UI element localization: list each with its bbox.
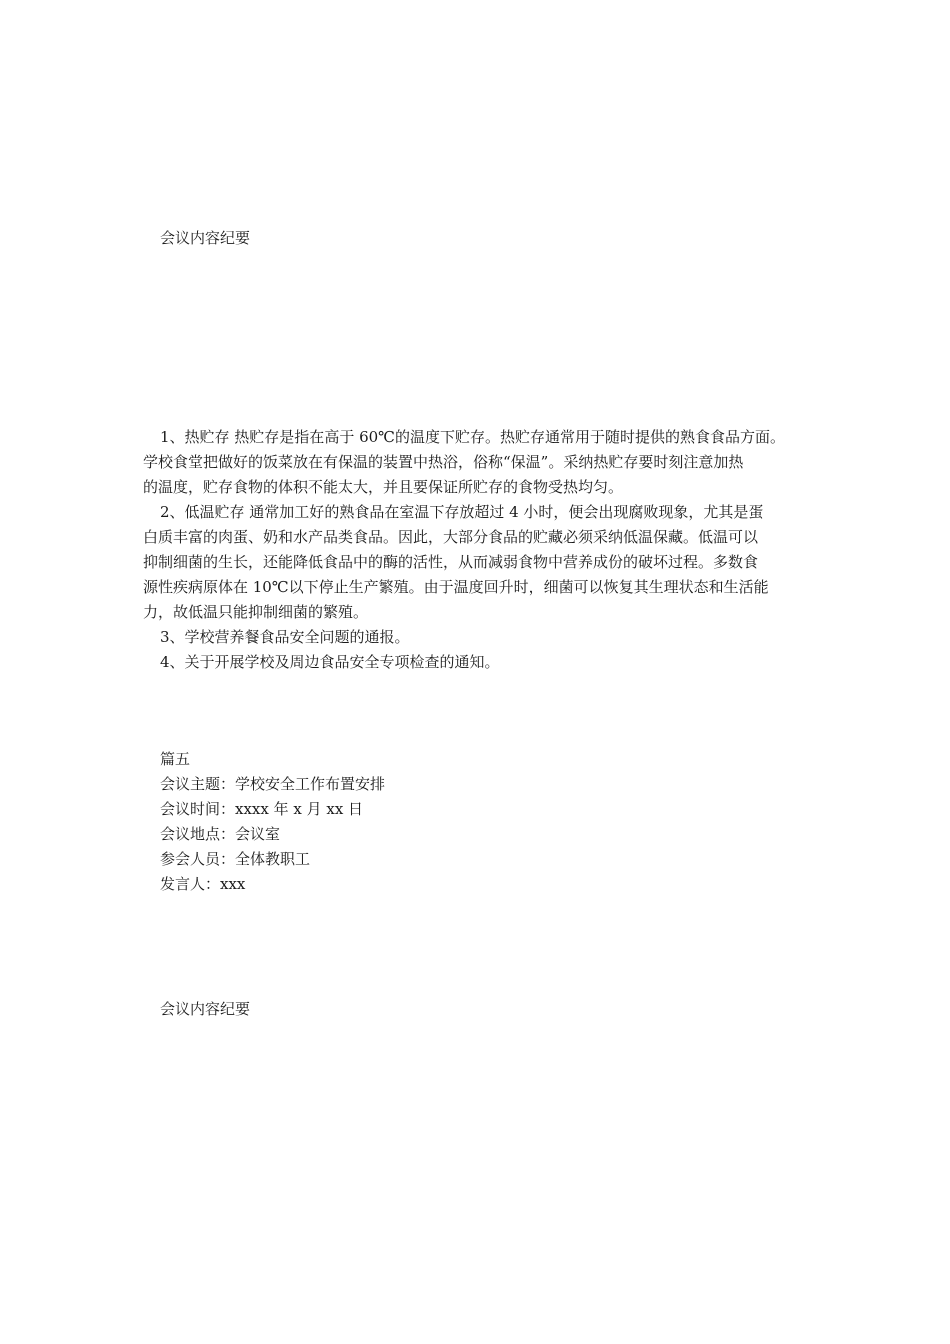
item-4: 4、关于开展学校及周边食品安全专项检查的通知。 [160,653,500,671]
item-2-line-4: 源性疾病原体在 10℃以下停止生产繁殖。由于温度回升时，细菌可以恢复其生理状态和生活能 [143,578,769,596]
meeting-time: 会议时间：xxxx 年 x 月 xx 日 [160,800,364,818]
meeting-info [160,747,385,897]
section5-heading-minutes: 会议内容纪要 [160,1000,251,1018]
content-body [143,425,823,675]
meeting-location: 会议地点：会议室 [160,825,281,843]
item-1-line-2: 学校食堂把做好的饭菜放在有保温的装置中热浴，俗称“保温”。采纳热贮存要时刻注意加热 [143,453,744,471]
item-1-line-3: 的温度，贮存食物的体积不能太大，并且要保证所贮存的食物受热均匀。 [143,478,624,496]
item-2-line-2: 白质丰富的肉蛋、奶和水产品类食品。因此，大部分食品的贮藏必须采纳低温保藏。低温可以 [143,528,759,546]
item-2-line-3: 抑制细菌的生长，还能降低食品中的酶的活性，从而减弱食物中营养成份的破坏过程。多数食 [143,553,759,571]
item-2-line-5: 力，故低温只能抑制细菌的繁殖。 [143,603,369,621]
section-title: 篇五 [160,750,191,768]
item-3: 3、学校营养餐食品安全问题的通报。 [160,628,410,646]
meeting-attendees: 参会人员：全体教职工 [160,850,311,868]
meeting-topic: 会议主题：学校安全工作布置安排 [160,775,386,793]
section-heading-minutes: 会议内容纪要 [160,229,251,247]
meeting-speaker: 发言人：xxx [160,875,246,893]
item-2-line-1: 2、低温贮存 通常加工好的熟食品在室温下存放超过 4 小时，便会出现腐败现象，尤其是蛋 [160,503,764,521]
item-1-line-1: 1、热贮存 热贮存是指在高于 60℃的温度下贮存。热贮存通常用于随时提供的熟食食品方面。 [160,428,785,446]
